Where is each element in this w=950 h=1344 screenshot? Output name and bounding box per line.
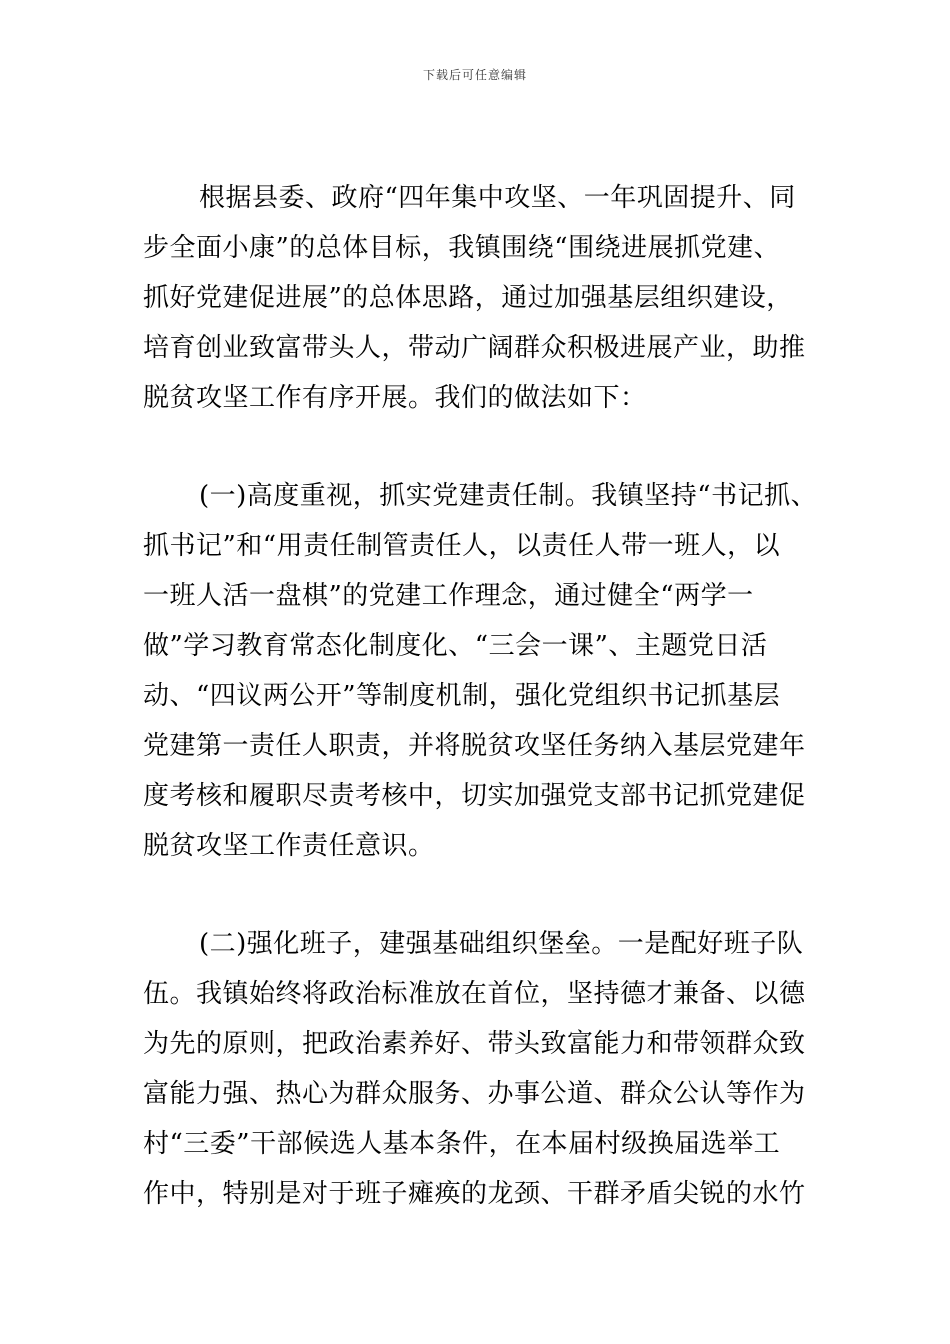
paragraph-line: 抓书记”和“用责任制管责任人，以责任人带一班人，以 — [143, 531, 781, 561]
paragraph-line: (一)高度重视，抓实党建责任制。我镇坚持“书记抓、 — [199, 481, 818, 511]
paragraph-line: 作中，特别是对于班子瘫痪的龙颈、干群矛盾尖锐的水竹 — [143, 1179, 806, 1209]
paragraph-line: 做”学习教育常态化制度化、“三会一课”、主题党日活 — [143, 631, 768, 661]
paragraph-1 — [143, 173, 823, 423]
paragraph-line: 富能力强、热心为群众服务、办事公道、群众公认等作为 — [143, 1079, 806, 1109]
paragraph-line: 为先的原则，把政治素养好、带头致富能力和带领群众致 — [143, 1029, 806, 1059]
paragraph-line: 伍。我镇始终将政治标准放在首位，坚持德才兼备、以德 — [143, 979, 806, 1009]
paragraph-2 — [143, 471, 823, 871]
paragraph-line: 抓好党建促进展”的总体思路，通过加强基层组织建设， — [143, 283, 793, 313]
paragraph-line: (二)强化班子，建强基础组织堡垒。一是配好班子队 — [199, 929, 804, 959]
paragraph-line: 村“三委”干部候选人基本条件，在本届村级换届选举工 — [143, 1129, 781, 1159]
paragraph-3 — [143, 919, 823, 1219]
paragraph-line: 根据县委、政府“四年集中攻坚、一年巩固提升、同 — [199, 183, 796, 213]
header-note: 下载后可任意编辑 — [422, 68, 527, 82]
paragraph-line: 脱贫攻坚工作有序开展。我们的做法如下： — [143, 383, 647, 413]
paragraph-line: 党建第一责任人职责，并将脱贫攻坚任务纳入基层党建年 — [143, 731, 806, 761]
paragraph-line: 步全面小康”的总体目标，我镇围绕“围绕进展抓党建、 — [143, 233, 781, 263]
paragraph-line: 培育创业致富带头人，带动广阔群众积极进展产业，助推 — [143, 333, 806, 363]
paragraph-line: 一班人活一盘棋”的党建工作理念，通过健全“两学一 — [143, 581, 754, 611]
paragraph-line: 动、“四议两公开”等制度机制，强化党组织书记抓基层 — [143, 681, 781, 711]
paragraph-line: 度考核和履职尽责考核中，切实加强党支部书记抓党建促 — [143, 781, 806, 811]
paragraph-line: 脱贫攻坚工作责任意识。 — [143, 831, 435, 861]
